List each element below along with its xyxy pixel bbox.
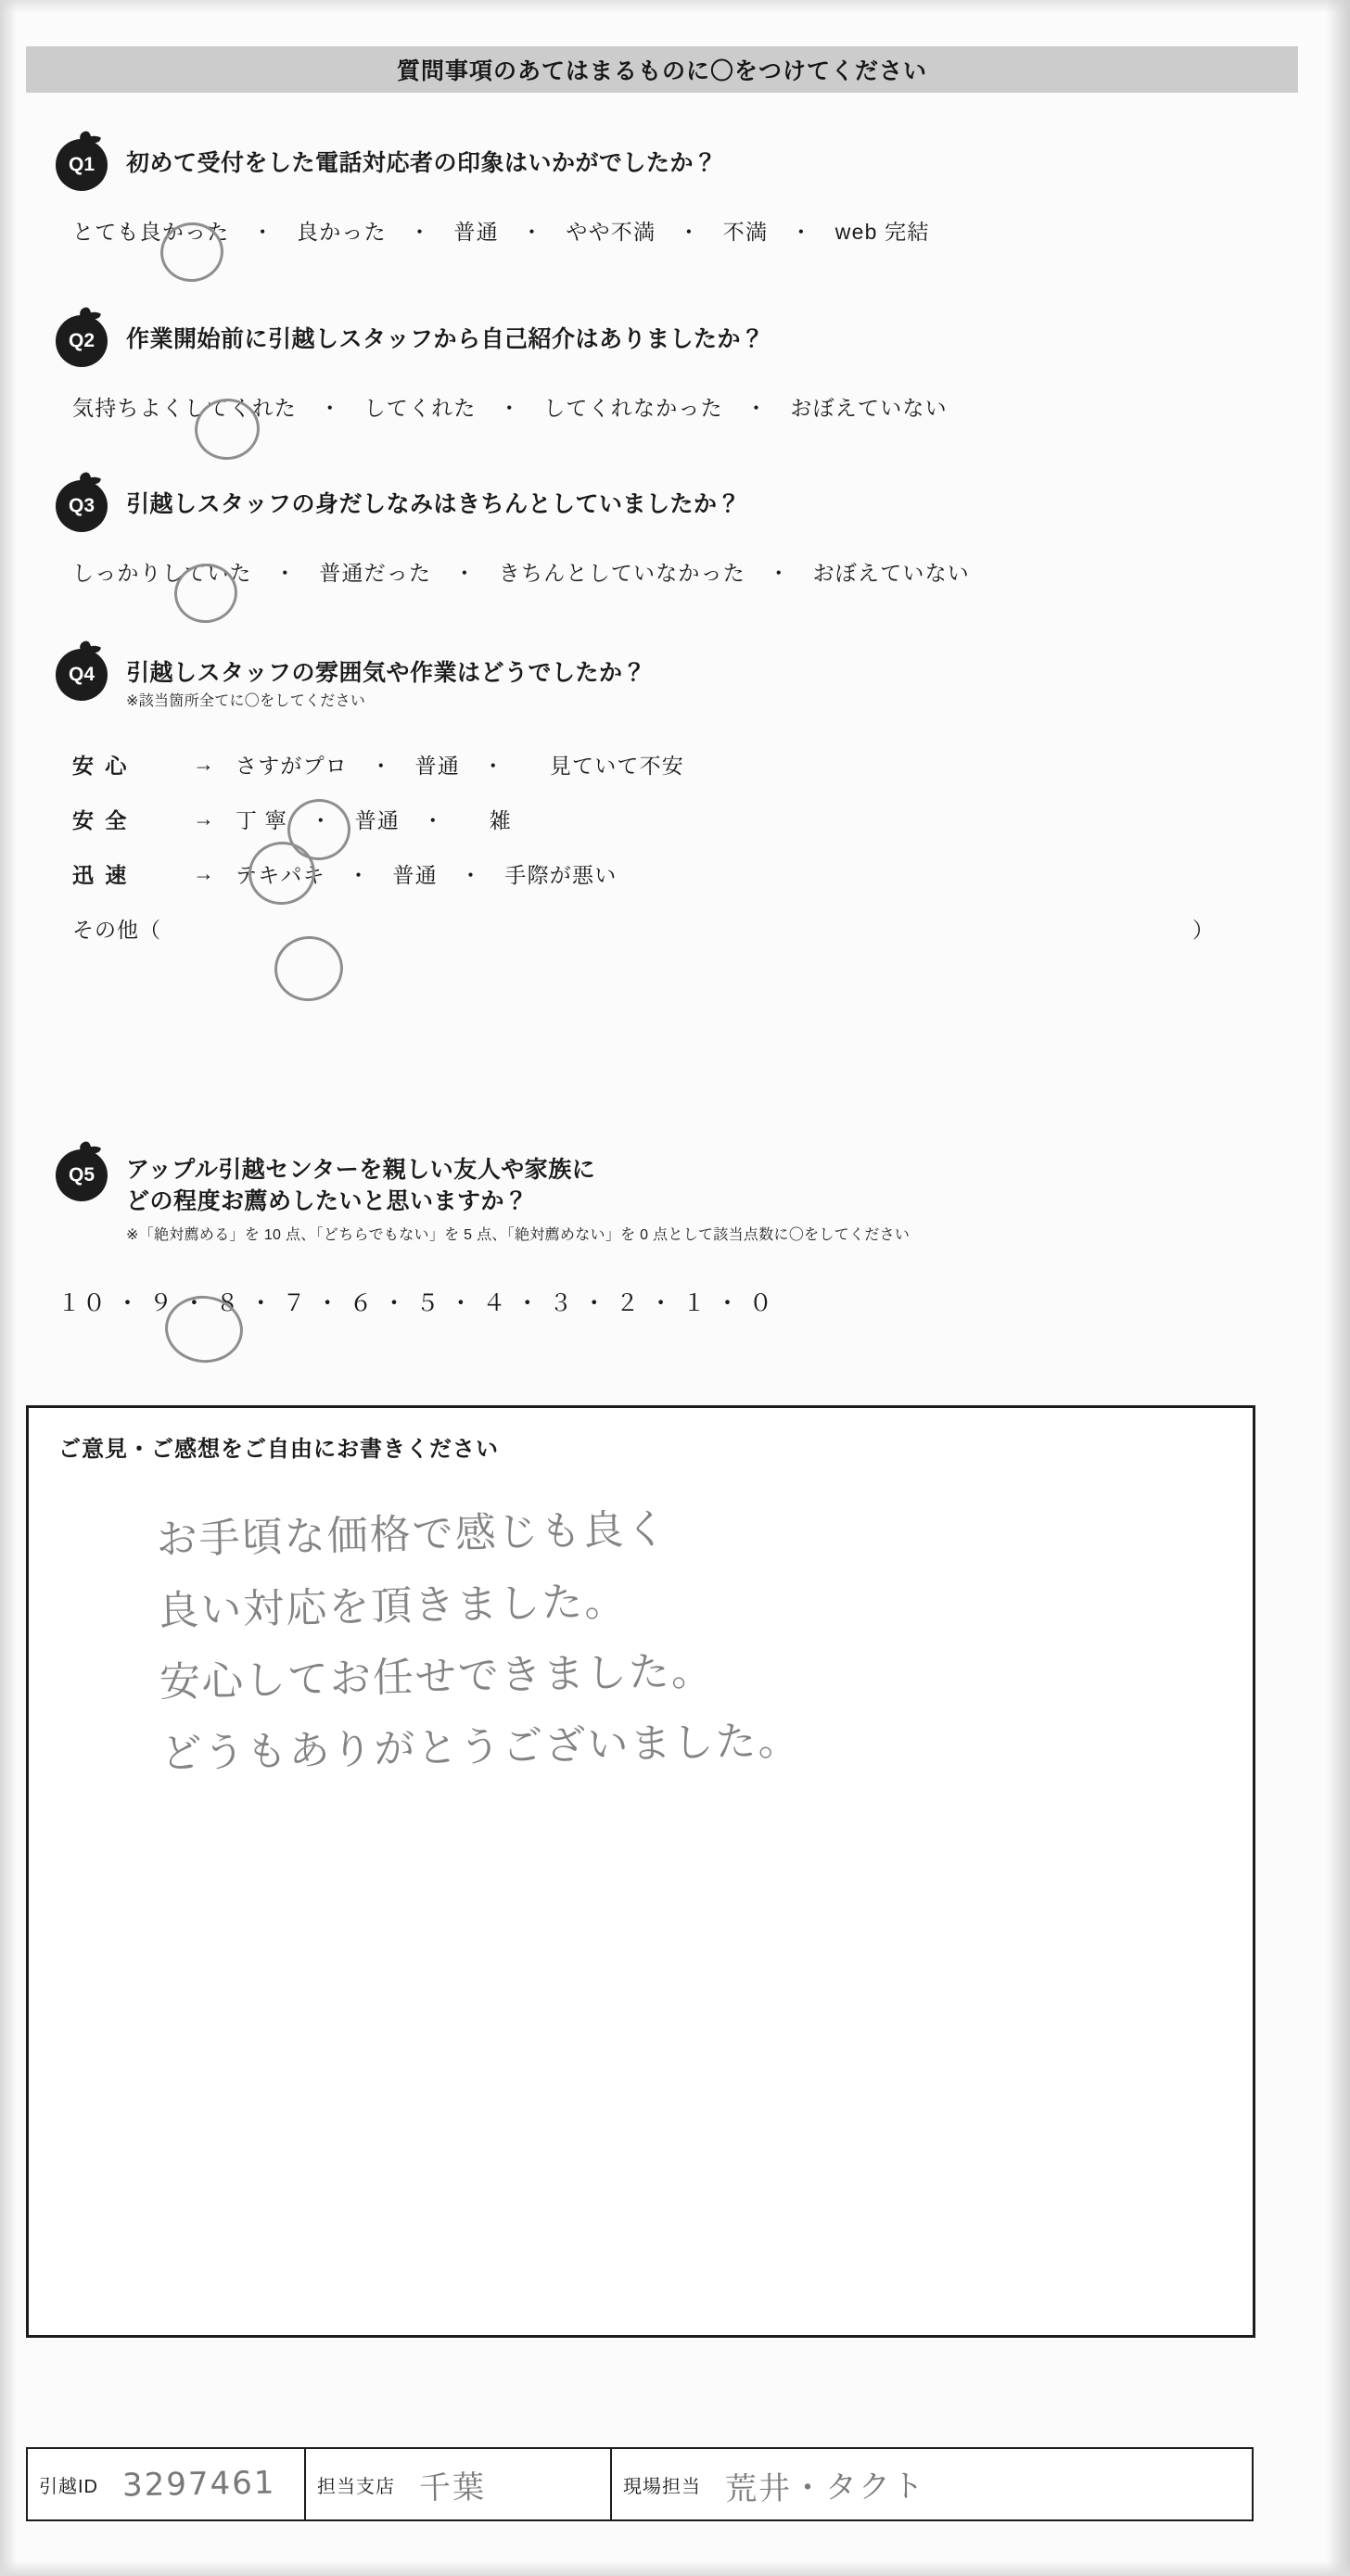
q4-row-jinsoku [72, 858, 1350, 889]
q1-title: 初めて受付をした電話対応者の印象はいかがでしたか？ [126, 150, 718, 176]
q2-title: 作業開始前に引越しスタッフから自己紹介はありましたか？ [126, 326, 765, 352]
q4-row-anzen-label: 安 全 [72, 808, 130, 833]
footer-label-branch: 担当支店 [317, 2476, 395, 2497]
q4-row-jinsoku-options[interactable]: テキパキ ・ 普通 ・ 手際が悪い [236, 863, 618, 888]
footer-value-staff: 荒井・タクト [724, 2467, 926, 2508]
footer-field-branch [306, 2449, 612, 2519]
q4-row-jinsoku-label: 迅 速 [72, 863, 130, 888]
comment-line-2: 良い対応を頂きました。 [157, 1578, 628, 1635]
q4-other-label: その他（ [72, 918, 161, 943]
q5-badge [56, 1149, 108, 1201]
q3-title: 引越しスタッフの身だしなみはきちんとしていましたか？ [126, 491, 742, 517]
q1-badge-label: Q1 [68, 154, 95, 175]
footer-label-move-id: 引越ID [39, 2476, 98, 2497]
footer-value-branch: 千葉 [418, 2468, 487, 2507]
scan-edge-top [0, 0, 1350, 13]
q4-row-anshin-label: 安 心 [72, 754, 130, 779]
footer-field-move-id [28, 2449, 306, 2519]
q5-title-line2: どの程度お薦めしたいと思いますか？ [126, 1187, 529, 1214]
q4-row-anshin-arrow: → [193, 752, 217, 777]
comment-line-1: お手頃な価格で感じも良く [156, 1505, 669, 1564]
q4-row-anzen-arrow: → [193, 806, 217, 831]
footer-label-staff: 現場担当 [623, 2476, 701, 2497]
q4-row-jinsoku-arrow: → [193, 861, 217, 886]
q1-options[interactable]: とても良かった ・ 良かった ・ 普通 ・ やや不満 ・ 不満 ・ web 完結 [72, 220, 930, 244]
comment-handwriting [156, 1482, 1209, 1790]
question-q1 [0, 139, 1350, 246]
question-q3 [0, 480, 1350, 587]
q5-title-line1: アップル引越センターを親しい友人や家族に [126, 1157, 596, 1183]
comment-box[interactable] [26, 1405, 1255, 2338]
q4-title: 引越しスタッフの雰囲気や作業はどうでしたか？ [126, 660, 647, 686]
survey-banner [26, 46, 1298, 93]
footer-info-table [26, 2447, 1254, 2521]
q2-options[interactable]: 気持ちよくしてくれた ・ してくれた ・ してくれなかった ・ おぼえていない [72, 396, 948, 420]
q1-badge [56, 139, 108, 191]
q4-row-anzen [72, 804, 1350, 834]
q4-badge [56, 649, 108, 701]
question-q2 [0, 315, 1350, 422]
q5-note: ※「絶対薦める」を 10 点、「どちらでもない」を 5 点、「絶対薦めない」を 0 点として該当点数に〇をしてください [126, 1226, 911, 1243]
q5-scale[interactable]: １０ ・ ９ ・ ８ ・ ７ ・ ６ ・ ５ ・ ４ ・ ３ ・ ２ ・ １ ・ ０ [57, 1289, 774, 1316]
q4-other-row[interactable] [72, 913, 1231, 944]
comment-title: ご意見・ご感想をご自由にお書きください [58, 1437, 499, 1462]
q4-note: ※該当箇所全てに〇をしてください [126, 692, 366, 709]
question-q4 [0, 649, 1350, 944]
question-q5 [0, 1149, 1350, 1318]
scan-edge-bottom [0, 2561, 1350, 2576]
footer-field-staff [612, 2449, 1252, 2519]
comment-line-4: どうもありがとうございました。 [160, 1717, 801, 1778]
q5-badge-label: Q5 [68, 1164, 95, 1186]
banner-text: 質問事項のあてはまるものに〇をつけてください [396, 58, 927, 84]
q4-other-close: ） [1192, 918, 1215, 943]
q4-row-anshin [72, 749, 1350, 780]
q2-badge-label: Q2 [68, 330, 95, 351]
q2-badge [56, 315, 108, 367]
q4-row-anshin-options[interactable]: さすがプロ ・ 普通 ・ 見ていて不安 [236, 754, 684, 779]
q4-badge-label: Q4 [68, 664, 95, 685]
q3-options[interactable]: しっかりしていた ・ 普通だった ・ きちんとしていなかった ・ おぼえていない [72, 561, 970, 585]
comment-line-3: 安心してお任せできました。 [159, 1647, 715, 1707]
q3-badge [56, 480, 108, 532]
q4-row-anzen-options[interactable]: 丁 寧 ・ 普通 ・ 雑 [236, 808, 512, 833]
footer-value-move-id: 3297461 [121, 2464, 276, 2505]
q3-badge-label: Q3 [68, 495, 95, 516]
